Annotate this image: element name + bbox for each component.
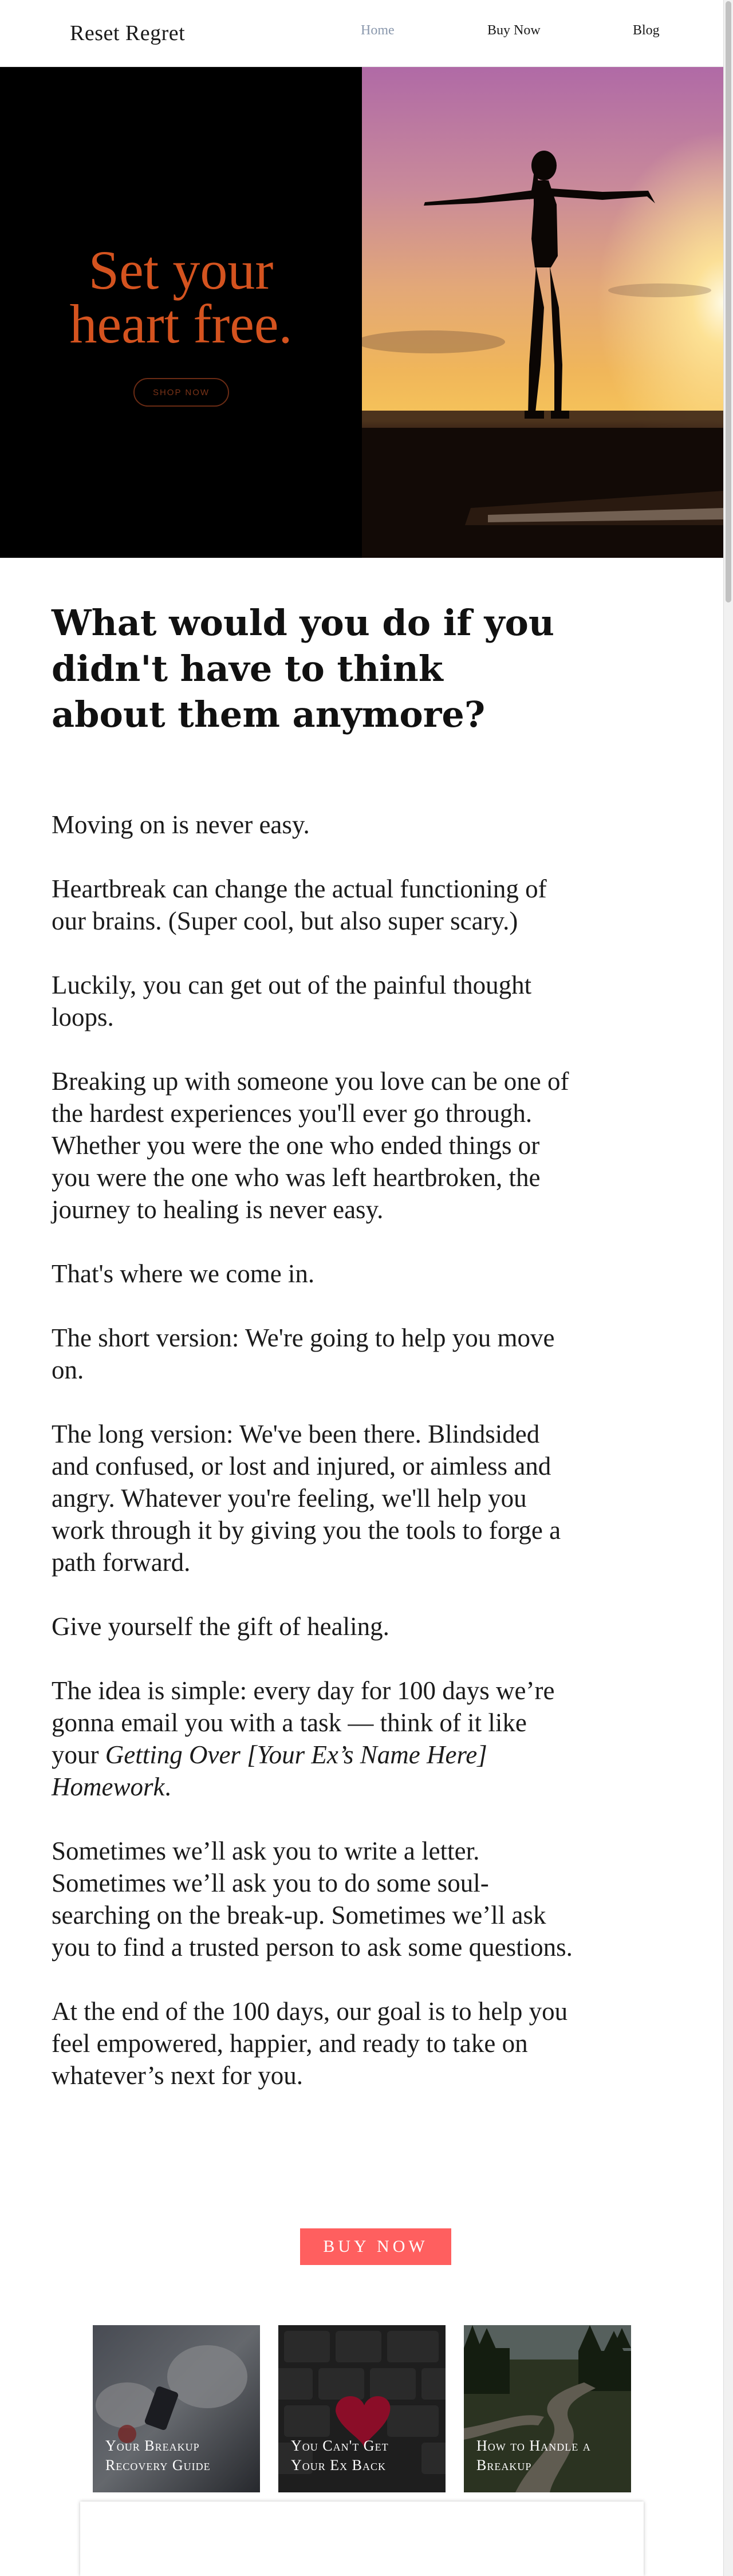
blog-card-handle-breakup[interactable] [464,2325,631,2492]
body-copy [52,809,573,2124]
vertical-scrollbar[interactable] [723,0,733,2576]
hero-sunset-photo [362,67,724,558]
nav-home[interactable]: Home [361,23,395,38]
hero-title-line-2: heart free. [69,293,293,355]
paragraph: Sometimes we’ll ask you to write a letter. Sometimes we’ll ask you to do some soul-searching on the break-up. Sometimes we’ll ask you to find a trusted person to ask some questions. [52,1837,573,1961]
hero-title-line-1: Set your [88,239,274,301]
scrollbar-thumb[interactable] [726,1,731,602]
hero-title [0,239,362,355]
card-title: How to Handle a Breakup [476,2437,591,2473]
nav-buy-now[interactable]: Buy Now [487,23,541,38]
idea-paragraph [52,1675,573,1803]
blog-card-cant-get-ex-back[interactable] [278,2325,446,2492]
paragraph: Breaking up with someone you love can be one of the hardest experiences you'll ever go through. Whether you were the one who ended things or you were the one who was left heartbroken, the journey to healing is never easy. [52,1067,569,1224]
idea-end: . [164,1773,171,1801]
paragraph: That's where we come in. [52,1259,315,1288]
paragraph: Moving on is never easy. [52,810,310,839]
footer-panel [80,2502,644,2576]
card-title: You Can't Get Your Ex Back [291,2437,389,2473]
paragraph: Heartbreak can change the actual functioning of our brains. (Super cool, but also super scary.) [52,875,547,935]
buy-now-button[interactable]: BUY NOW [300,2228,451,2265]
top-navigation-bar [0,0,724,67]
shop-now-button[interactable]: SHOP NOW [133,378,229,407]
brand-logo[interactable]: Reset Regret [70,21,186,45]
paragraph: At the end of the 100 days, our goal is to help you feel empowered, happier, and ready to take on whatever’s next for you. [52,1997,568,2090]
paragraph: Give yourself the gift of healing. [52,1612,389,1641]
homework-emphasis: Getting Over [Your Ex’s Name Here] Homework [52,1740,487,1801]
main-headline: What would you do if you didn't have to think about them anymore? [52,602,554,735]
idea-text: The idea is simple: every day for 100 days we’re gonna email you with a task — think of it like your [52,1676,555,1769]
hero-text-panel [0,67,362,558]
card-title: Your Breakup Recovery Guide [105,2437,211,2473]
paragraph: The long version: We've been there. Blindsided and confused, or lost and injured, or aimless and angry. Whatever you're feeling, we'll help you work through it by giving you the tools to forge a path forward. [52,1420,561,1577]
blog-card-recovery-guide[interactable] [93,2325,260,2492]
hero-banner [0,67,724,558]
nav-blog[interactable]: Blog [633,23,660,38]
paragraph: The short version: We're going to help you move on. [52,1324,555,1384]
paragraph: Luckily, you can get out of the painful thought loops. [52,971,532,1031]
